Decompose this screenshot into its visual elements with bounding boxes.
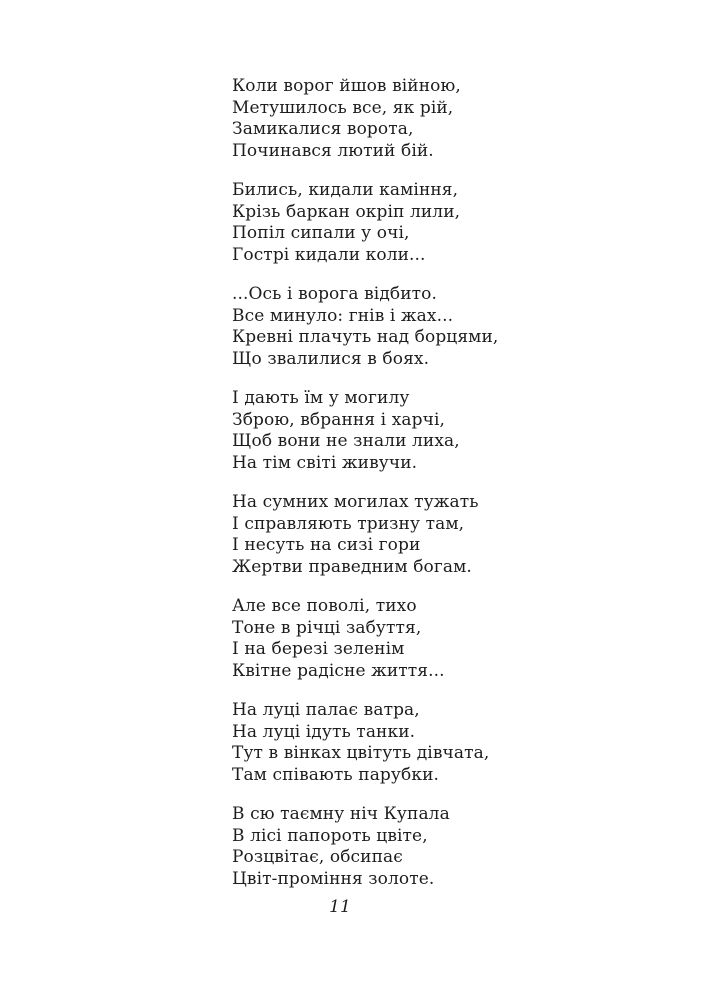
poem-line: Метушилось все, як рій, [232, 97, 454, 118]
poem-line: Що звалилися в боях. [232, 348, 430, 369]
poem-line: Починався лютий бій. [232, 140, 434, 161]
poem-line: Коли ворог йшов війною, [232, 76, 461, 96]
stanza [232, 76, 702, 180]
poem-line: Кревні плачуть над борцями, [232, 327, 499, 347]
poem-line: На тім світі живучи. [232, 452, 418, 473]
poem-line: Розцвітає, обсипає [232, 847, 403, 867]
poem-line: Гострі кидали коли... [232, 244, 426, 265]
poem-line: Все минуло: гнів і жах... [232, 305, 454, 326]
stanza [232, 388, 702, 492]
stanza [232, 700, 702, 804]
poem-line: І на березі зеленім [232, 639, 405, 659]
poem-line: Тут в вінках цвітуть дівчата, [232, 743, 490, 763]
poem-line: І несуть на сизі гори [232, 535, 421, 555]
poem-line: Бились, кидали каміння, [232, 180, 459, 200]
poem-line: Але все поволі, тихо [232, 596, 417, 616]
poem-line: Жертви праведним богам. [232, 556, 472, 577]
poem-line: Цвіт-проміння золоте. [232, 868, 435, 889]
poem-line: Крізь баркан окріп лили, [232, 201, 461, 222]
poem-line: ...Ось і ворога відбито. [232, 284, 438, 304]
poem-line: В лісі папороть цвіте, [232, 825, 428, 846]
poem-line: Квітне радісне життя... [232, 660, 445, 681]
poem-line: На сумних могилах тужать [232, 492, 479, 512]
stanza [232, 284, 702, 388]
poem-line: І справляють тризну там, [232, 513, 465, 534]
stanza [232, 492, 702, 596]
poem-line: Попіл сипали у очі, [232, 223, 410, 243]
poem-line: На луці ідуть танки. [232, 721, 416, 742]
page-number: 11 [329, 897, 351, 917]
poem-line: Там співають парубки. [232, 764, 440, 785]
poem-line: Щоб вони не знали лиха, [232, 431, 460, 451]
stanza [232, 804, 702, 908]
poem-text [232, 76, 702, 908]
poem-line: І дають їм у могилу [232, 388, 410, 408]
poem-line: Замикалися ворота, [232, 119, 414, 139]
poem-line: Зброю, вбрання і харчі, [232, 409, 445, 430]
poem-line: В сю таємну ніч Купала [232, 804, 450, 824]
stanza [232, 180, 702, 284]
poem-line: Тоне в річці забуття, [232, 617, 422, 638]
poem-line: На луці палає ватра, [232, 700, 420, 720]
stanza [232, 596, 702, 700]
